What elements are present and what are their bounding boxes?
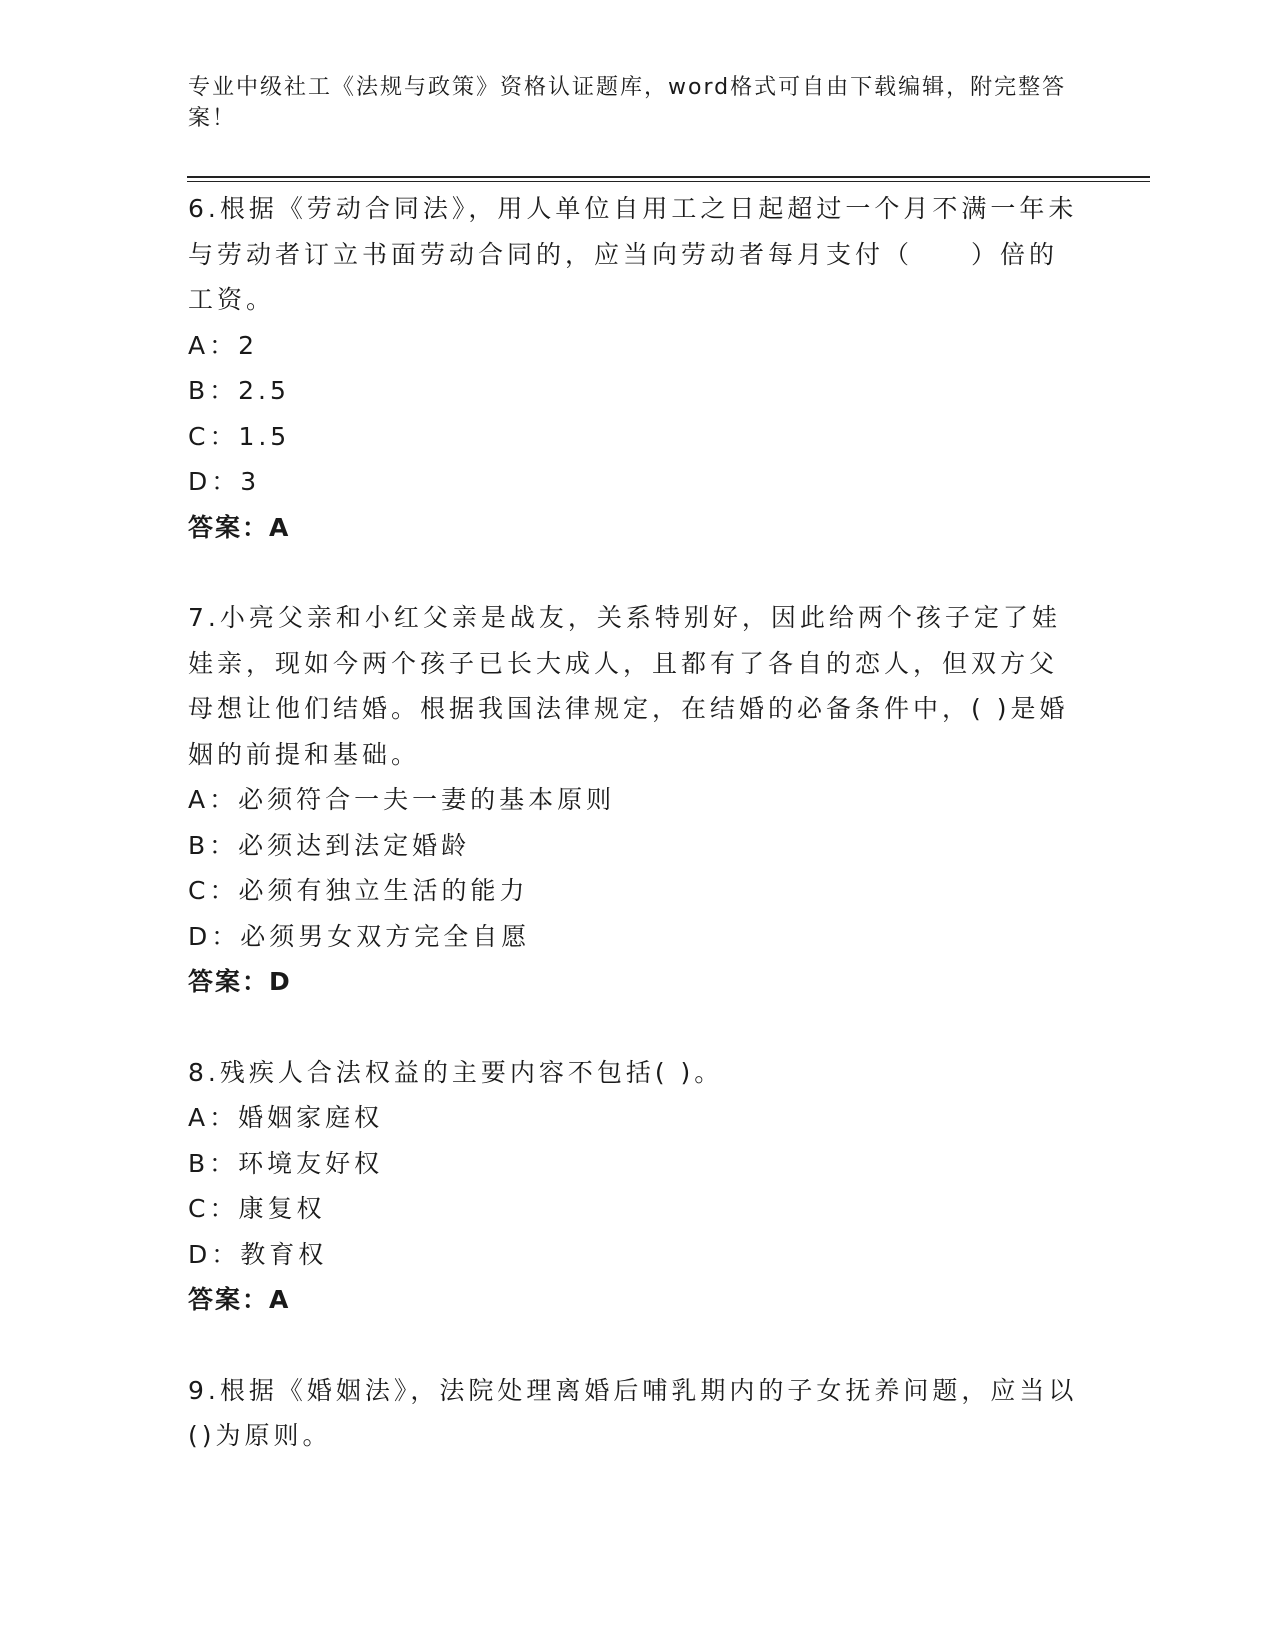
question-stem: 8.残疾人合法权益的主要内容不包括( )。: [188, 1057, 724, 1087]
question-stem: 6.根据《劳动合同法》，用人单位自用工之日起超过一个月不满一年未与劳动者订立书面劳动合同的，应当向劳动者每月支付（ ）倍的工资。: [188, 194, 1078, 314]
option-d: D：3: [188, 467, 261, 496]
option-a: A：必须符合一夫一妻的基本原则: [188, 785, 616, 814]
option-d: D：必须男女双方完全自愿: [188, 921, 531, 951]
question-spacer: [188, 1005, 1078, 1050]
header-divider-thick: [187, 176, 1150, 178]
option-a: A：婚姻家庭权: [188, 1103, 384, 1132]
question-7: [188, 595, 1078, 1005]
question-9: [188, 1368, 1078, 1459]
option-b: B：必须达到法定婚龄: [188, 830, 471, 860]
question-spacer: [188, 550, 1078, 595]
question-spacer: [188, 1323, 1078, 1368]
question-stem: 9.根据《婚姻法》，法院处理离婚后哺乳期内的子女抚养问题，应当以()为原则。: [188, 1375, 1078, 1450]
option-b: B：2.5: [188, 376, 290, 405]
option-c: C：必须有独立生活的能力: [188, 876, 529, 905]
answer-label: 答案：A: [188, 1285, 291, 1314]
option-c: C：康复权: [188, 1194, 326, 1223]
answer-label: 答案：A: [188, 512, 291, 542]
question-6: [188, 186, 1078, 550]
question-stem: 7.小亮父亲和小红父亲是战友，关系特别好，因此给两个孩子定了娃娃亲，现如今两个孩子已长大成人，且都有了各自的恋人，但双方父母想让他们结婚。根据我国法律规定，在结婚的必备条件中，( )是婚姻的前提和基础。: [188, 603, 1069, 769]
answer-label: 答案：D: [188, 967, 292, 996]
option-c: C：1.5: [188, 421, 291, 451]
question-8: [188, 1050, 1078, 1323]
option-b: B：环境友好权: [188, 1148, 384, 1178]
option-a: A：2: [188, 330, 259, 360]
header-divider-thin: [187, 181, 1150, 182]
page-header: 专业中级社工《法规与政策》资格认证题库，word格式可自由下载编辑，附完整答案！: [188, 75, 1067, 131]
option-d: D：教育权: [188, 1239, 328, 1269]
question-list: [188, 186, 1078, 1459]
